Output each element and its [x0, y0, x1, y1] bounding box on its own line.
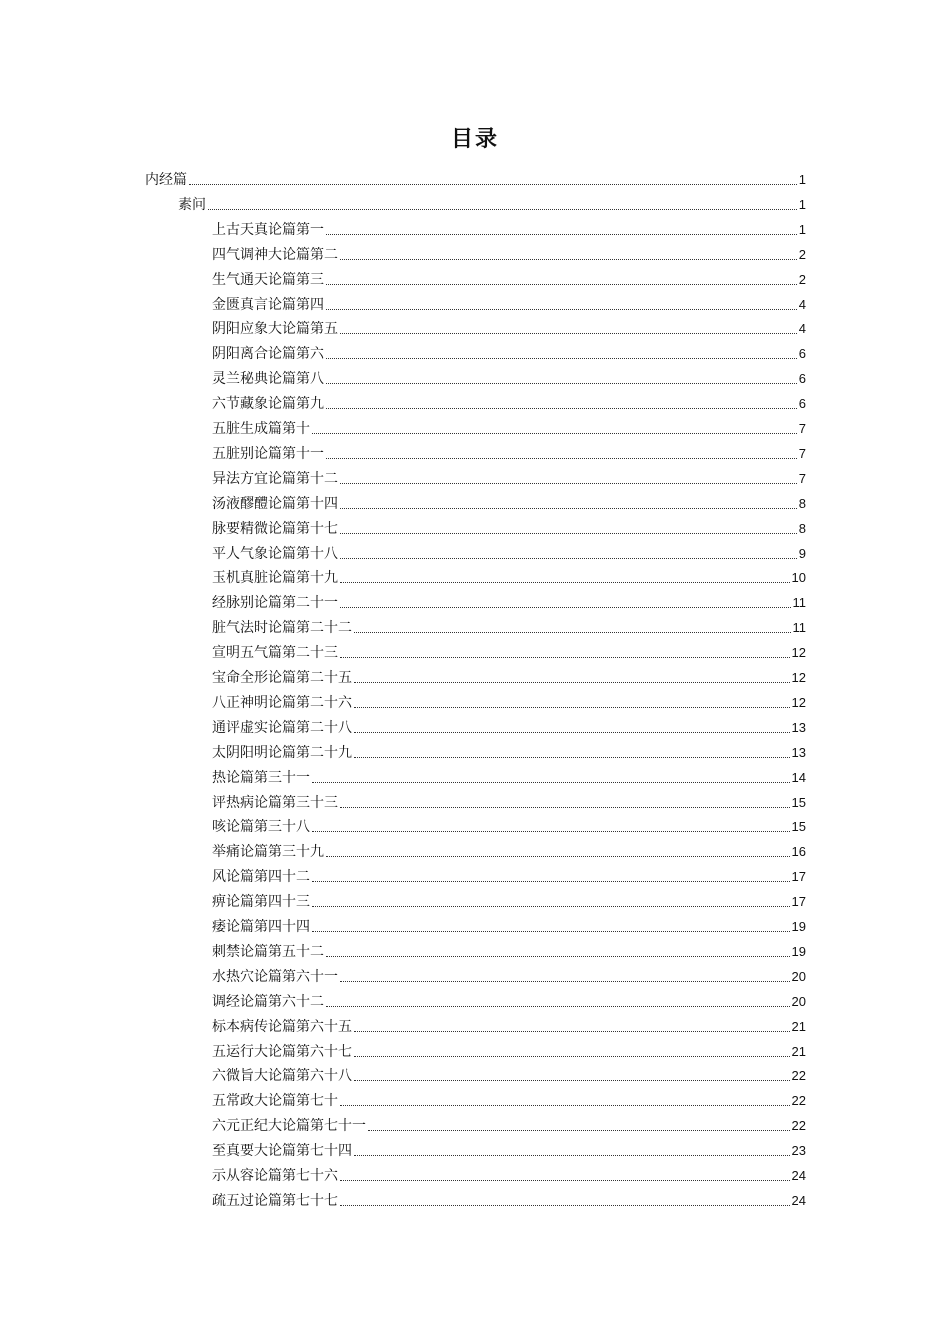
toc-entry[interactable] — [212, 390, 806, 414]
dot-leader — [340, 656, 790, 658]
dot-leader — [326, 955, 790, 957]
dot-leader — [326, 457, 797, 459]
dot-leader — [326, 382, 797, 384]
toc-entry[interactable] — [212, 938, 806, 962]
toc-entry-label: 水热穴论篇第六十一 — [212, 969, 338, 985]
toc-entry[interactable] — [212, 714, 806, 738]
toc-entry-page-number: 12 — [791, 695, 806, 710]
dot-leader — [312, 432, 797, 434]
toc-entry[interactable] — [212, 1087, 806, 1111]
dot-leader — [326, 855, 790, 857]
dot-leader — [312, 830, 790, 832]
dot-leader — [354, 1154, 790, 1156]
toc-entry[interactable] — [212, 241, 806, 265]
toc-entry-label: 内经篇 — [145, 172, 187, 188]
toc-entry-label: 评热病论篇第三十三 — [212, 795, 338, 811]
toc-entry[interactable] — [212, 291, 806, 315]
toc-entry-page-number: 24 — [791, 1193, 806, 1208]
toc-entry-label: 举痛论篇第三十九 — [212, 844, 324, 860]
dot-leader — [354, 756, 790, 758]
toc-entry-page-number: 7 — [798, 446, 806, 461]
toc-entry[interactable] — [212, 1162, 806, 1186]
toc-entry-label: 灵兰秘典论篇第八 — [212, 371, 324, 387]
toc-entry-label: 玉机真脏论篇第十九 — [212, 570, 338, 586]
dot-leader — [354, 706, 790, 708]
toc-entry-label: 五脏别论篇第十一 — [212, 446, 324, 462]
toc-entry[interactable] — [212, 515, 806, 539]
toc-entry-label: 太阴阳明论篇第二十九 — [212, 745, 352, 761]
toc-entry[interactable] — [212, 913, 806, 937]
dot-leader — [340, 606, 791, 608]
toc-entry-page-number: 4 — [798, 297, 806, 312]
toc-entry-page-number: 7 — [798, 421, 806, 436]
toc-entry-label: 四气调神大论篇第二 — [212, 247, 338, 263]
dot-leader — [354, 731, 790, 733]
dot-leader — [340, 1179, 790, 1181]
toc-entry[interactable] — [212, 764, 806, 788]
toc-entry-label: 脉要精微论篇第十七 — [212, 521, 338, 537]
toc-title: 目录 — [450, 127, 499, 152]
toc-entry-page-number: 12 — [791, 670, 806, 685]
toc-entry[interactable] — [212, 639, 806, 663]
toc-entry[interactable] — [212, 1062, 806, 1086]
toc-entry-label: 六节藏象论篇第九 — [212, 396, 324, 412]
toc-entry-label: 痿论篇第四十四 — [212, 919, 310, 935]
dot-leader — [340, 980, 790, 982]
dot-leader — [354, 1079, 790, 1081]
toc-entry-label: 八正神明论篇第二十六 — [212, 695, 352, 711]
toc-entry-label: 风论篇第四十二 — [212, 869, 310, 885]
toc-entry-page-number: 14 — [791, 770, 806, 785]
toc-entry[interactable] — [212, 589, 806, 613]
dot-leader — [340, 557, 797, 559]
toc-entry-label: 金匮真言论篇第四 — [212, 297, 324, 313]
toc-entry-label: 上古天真论篇第一 — [212, 222, 324, 238]
toc-entry-page-number: 6 — [798, 371, 806, 386]
dot-leader — [340, 258, 797, 260]
toc-entry-label: 平人气象论篇第十八 — [212, 546, 338, 562]
toc-entry[interactable] — [212, 266, 806, 290]
toc-entry[interactable] — [178, 191, 806, 215]
toc-entry-label: 刺禁论篇第五十二 — [212, 944, 324, 960]
toc-entry-page-number: 6 — [798, 346, 806, 361]
toc-entry-page-number: 1 — [798, 172, 806, 187]
toc-entry-page-number: 2 — [798, 247, 806, 262]
toc-entry-page-number: 15 — [791, 795, 806, 810]
toc-entry[interactable] — [212, 1112, 806, 1136]
dot-leader — [312, 880, 790, 882]
dot-leader — [354, 681, 790, 683]
toc-entry-label: 六元正纪大论篇第七十一 — [212, 1118, 366, 1134]
toc-entry-label: 素问 — [178, 197, 206, 213]
dot-leader — [326, 1005, 790, 1007]
dot-leader — [340, 581, 790, 583]
toc-entry[interactable] — [212, 1038, 806, 1062]
dot-leader — [312, 930, 790, 932]
toc-entry-page-number: 11 — [792, 620, 806, 635]
dot-leader — [208, 208, 797, 210]
toc-entry-page-number: 20 — [791, 969, 806, 984]
dot-leader — [340, 332, 797, 334]
dot-leader — [340, 507, 797, 509]
toc-entry-label: 热论篇第三十一 — [212, 770, 310, 786]
dot-leader — [340, 806, 790, 808]
toc-entry[interactable] — [212, 863, 806, 887]
toc-entry-label: 宣明五气篇第二十三 — [212, 645, 338, 661]
dot-leader — [326, 308, 797, 310]
toc-entry[interactable] — [212, 963, 806, 987]
toc-entry-label: 异法方宜论篇第十二 — [212, 471, 338, 487]
toc-entry[interactable] — [212, 1137, 806, 1161]
toc-entry-label: 通评虚实论篇第二十八 — [212, 720, 352, 736]
dot-leader — [354, 1055, 790, 1057]
toc-entry-page-number: 21 — [791, 1019, 806, 1034]
toc-entry-page-number: 10 — [791, 570, 806, 585]
toc-entry-page-number: 19 — [791, 919, 806, 934]
toc-entry[interactable] — [212, 689, 806, 713]
toc-entry-label: 五脏生成篇第十 — [212, 421, 310, 437]
toc-entry[interactable] — [212, 415, 806, 439]
dot-leader — [340, 1104, 790, 1106]
dot-leader — [312, 905, 790, 907]
dot-leader — [312, 781, 790, 783]
toc-entry[interactable] — [212, 365, 806, 389]
toc-entry[interactable] — [212, 789, 806, 813]
toc-entry-page-number: 23 — [791, 1143, 806, 1158]
toc-entry[interactable] — [212, 888, 806, 912]
toc-entry[interactable] — [212, 340, 806, 364]
toc-entry[interactable] — [212, 813, 806, 837]
toc-entry-page-number: 17 — [791, 869, 806, 884]
toc-entry-label: 汤液醪醴论篇第十四 — [212, 496, 338, 512]
dot-leader — [326, 357, 797, 359]
toc-entry-page-number: 9 — [798, 546, 806, 561]
dot-leader — [354, 1030, 790, 1032]
dot-leader — [326, 233, 797, 235]
toc-entry-page-number: 22 — [791, 1068, 806, 1083]
toc-entry-label: 阴阳应象大论篇第五 — [212, 321, 338, 337]
toc-entry-label: 生气通天论篇第三 — [212, 272, 324, 288]
dot-leader — [340, 482, 797, 484]
dot-leader — [368, 1129, 790, 1131]
toc-entry-label: 阴阳离合论篇第六 — [212, 346, 324, 362]
toc-entry-page-number: 13 — [791, 720, 806, 735]
toc-entry[interactable] — [212, 1013, 806, 1037]
toc-entry[interactable] — [212, 490, 806, 514]
toc-entry[interactable] — [212, 1187, 806, 1211]
toc-entry[interactable] — [212, 739, 806, 763]
toc-entry[interactable] — [212, 315, 806, 339]
toc-entry-label: 六微旨大论篇第六十八 — [212, 1068, 352, 1084]
toc-entry[interactable] — [212, 440, 806, 464]
toc-entry-label: 调经论篇第六十二 — [212, 994, 324, 1010]
toc-entry-label: 痹论篇第四十三 — [212, 894, 310, 910]
toc-entry-page-number: 22 — [791, 1118, 806, 1133]
toc-entry-page-number: 12 — [791, 645, 806, 660]
toc-entry-label: 示从容论篇第七十六 — [212, 1168, 338, 1184]
dot-leader — [189, 183, 797, 185]
toc-entry[interactable] — [212, 564, 806, 588]
dot-leader — [326, 283, 797, 285]
toc-entry-page-number: 22 — [791, 1093, 806, 1108]
toc-entry-page-number: 11 — [792, 595, 806, 610]
toc-entry[interactable] — [212, 838, 806, 862]
dot-leader — [354, 631, 791, 633]
toc-entry-page-number: 1 — [798, 197, 806, 212]
toc-entry-label: 标本病传论篇第六十五 — [212, 1019, 352, 1035]
toc-entry[interactable] — [212, 614, 806, 638]
toc-entry-label: 咳论篇第三十八 — [212, 819, 310, 835]
toc-entry-page-number: 19 — [791, 944, 806, 959]
toc-entry-page-number: 24 — [791, 1168, 806, 1183]
dot-leader — [340, 532, 797, 534]
toc-entry-page-number: 13 — [791, 745, 806, 760]
toc-entry[interactable] — [212, 664, 806, 688]
toc-entry-label: 脏气法时论篇第二十二 — [212, 620, 352, 636]
toc-entry-label: 经脉别论篇第二十一 — [212, 595, 338, 611]
toc-entry-page-number: 6 — [798, 396, 806, 411]
toc-entry-page-number: 17 — [791, 894, 806, 909]
toc-entry-page-number: 2 — [798, 272, 806, 287]
toc-entry-page-number: 15 — [791, 819, 806, 834]
toc-entry-page-number: 7 — [798, 471, 806, 486]
toc-entry-page-number: 21 — [791, 1044, 806, 1059]
toc-entry-label: 宝命全形论篇第二十五 — [212, 670, 352, 686]
toc-entry-page-number: 4 — [798, 321, 806, 336]
toc-entry-label: 疏五过论篇第七十七 — [212, 1193, 338, 1209]
toc-entry[interactable] — [145, 166, 806, 190]
toc-entry-page-number: 20 — [791, 994, 806, 1009]
toc-entry[interactable] — [212, 540, 806, 564]
toc-entry-label: 五运行大论篇第六十七 — [212, 1044, 352, 1060]
toc-entry[interactable] — [212, 216, 806, 240]
toc-entry-label: 至真要大论篇第七十四 — [212, 1143, 352, 1159]
toc-entry-label: 五常政大论篇第七十 — [212, 1093, 338, 1109]
toc-entry[interactable] — [212, 988, 806, 1012]
toc-entry-page-number: 8 — [798, 521, 806, 536]
dot-leader — [326, 407, 797, 409]
toc-entry-page-number: 16 — [791, 844, 806, 859]
toc-entry-page-number: 1 — [798, 222, 806, 237]
dot-leader — [340, 1204, 790, 1206]
toc-entry[interactable] — [212, 465, 806, 489]
toc-entry-page-number: 8 — [798, 496, 806, 511]
